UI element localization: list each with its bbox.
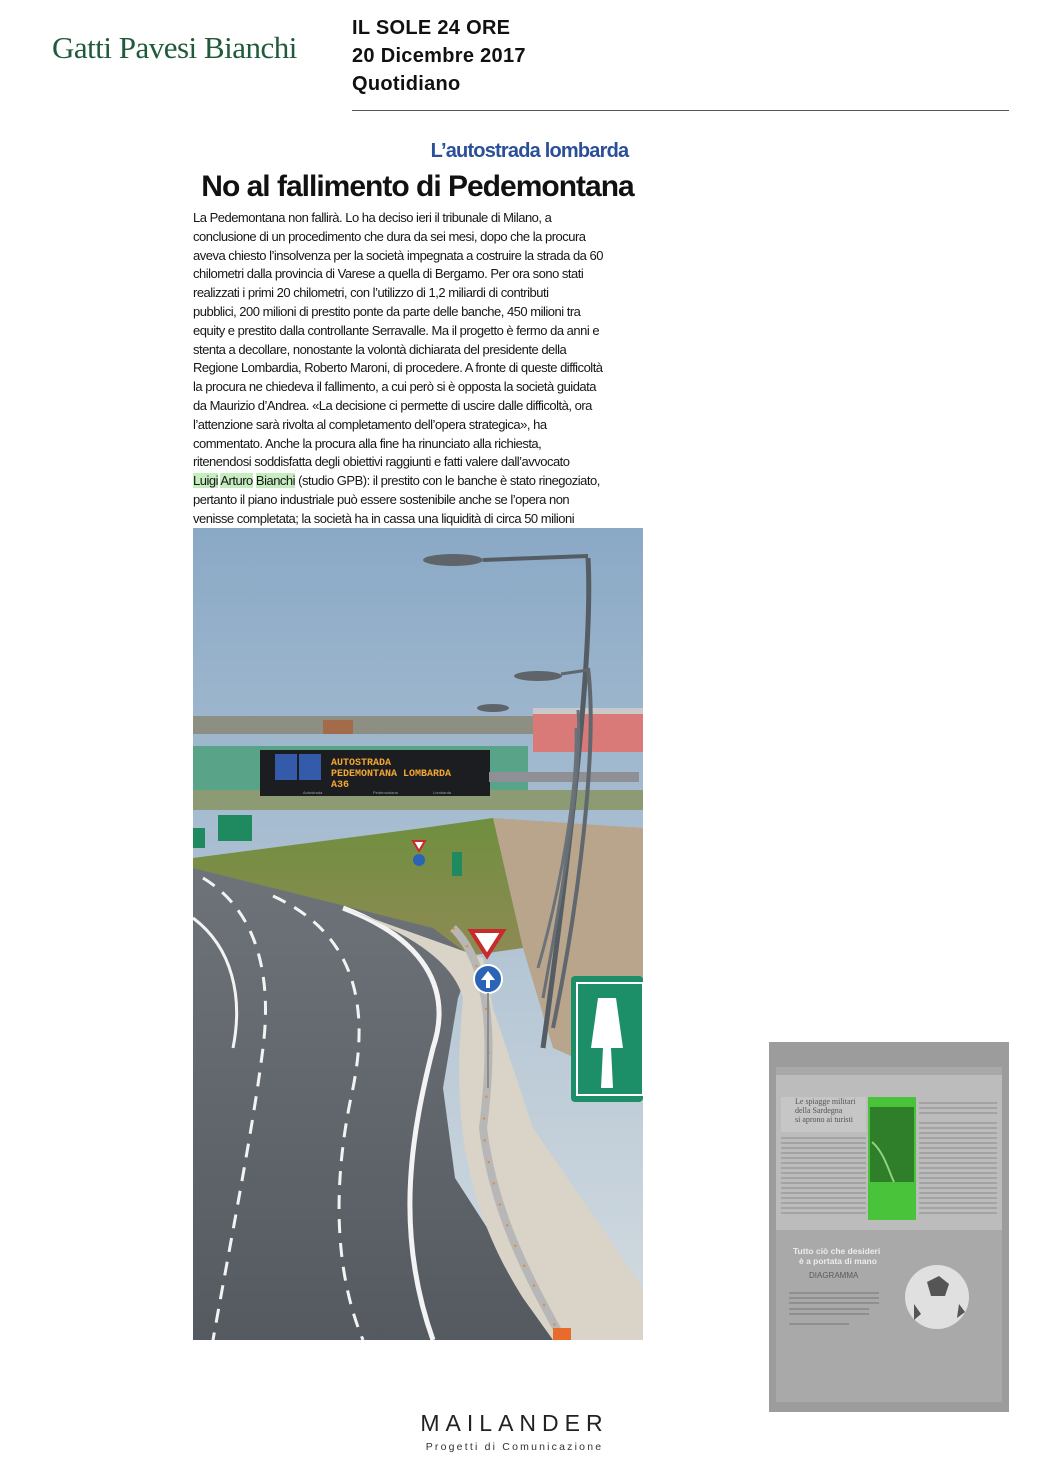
highlighted-name-last: Bianchi (255, 473, 296, 489)
highlighted-name-first: Luigi (193, 473, 218, 489)
body-line: conclusione di un procedimento che dura da sei mesi, dopo che la procura (193, 228, 586, 244)
thumb-ad-brand: DIAGRAMMA (809, 1271, 859, 1280)
thumb-ad-line-2: è a portata di mano (799, 1256, 877, 1266)
article-title: No al fallimento di Pedemontana (201, 170, 634, 203)
publication-type: Quotidiano (352, 73, 461, 95)
body-line: pertanto il piano industriale può essere sostenibile anche se l’opera non (193, 491, 570, 507)
body-line-highlight (193, 472, 643, 491)
body-line: l’attenzione sarà rivolta al completamento dell’opera strategica», ha (193, 416, 547, 432)
thumb-ad-line-1: Tutto ciò che desideri (793, 1246, 881, 1256)
highway-photo (193, 528, 643, 1340)
body-line: stenta a decollare, nonostante la volontà dichiarata del presidente della (193, 341, 567, 357)
body-line: commentato. Anche la procura alla fine ha rinunciato alla richiesta, (193, 435, 542, 451)
thumb-headline-3: si aprono ai turisti (795, 1115, 853, 1124)
body-line: da Maurizio d’Andrea. «La decisione ci permette di uscire dalle difficoltà, ora (193, 397, 592, 413)
body-line: venisse completata; la società ha in cassa una liquidità di circa 50 milioni (193, 510, 575, 526)
body-line: realizzati i primi 20 chilometri, con l’utilizzo di 1,2 miliardi di contributi (193, 285, 549, 301)
highlighted-name-middle: Arturo (220, 473, 253, 489)
article-kicker-wrap (0, 140, 1059, 163)
article-body (193, 209, 643, 529)
sign-line-2: PEDEMONTANA LOMBARDA (331, 769, 452, 780)
mailander-brand (0, 1410, 1059, 1453)
firm-logo: Gatti Pavesi Bianchi (52, 30, 297, 65)
newspaper-page-thumbnail (769, 1042, 1009, 1412)
sign-line-1: AUTOSTRADA (331, 758, 392, 769)
sign-caption-left: Autostrada (303, 790, 323, 795)
sign-line-3: A36 (331, 780, 350, 791)
publication-date: 20 Dicembre 2017 (352, 45, 526, 67)
body-line: pubblici, 200 milioni di prestito ponte da parte delle banche, 450 milioni tra (193, 303, 581, 319)
body-line-rest: (studio GPB): il prestito con le banche è stato rinegoziato, (295, 473, 600, 489)
brand-name: MAILANDER (420, 1410, 609, 1436)
body-line: equity e prestito dalla controllante Serravalle. Ma il progetto è fermo da anni e (193, 322, 600, 338)
thumb-headline-1: Le spiagge militari (795, 1097, 856, 1106)
article-kicker: L’autostrada lombarda (430, 140, 629, 162)
brand-tagline: Progetti di Comunicazione (425, 1441, 604, 1453)
source-info (352, 14, 526, 98)
body-line: ritenendosi soddisfatta degli obiettivi raggiunti e fatti valere dall’avvocato (193, 454, 570, 470)
body-line: aveva chiesto l’insolvenza per la società impegnata a costruire la strada da 60 (193, 247, 603, 263)
body-line: la procura ne chiedeva il fallimento, a cui però si è opposta la società guidata (193, 379, 596, 395)
sign-caption-mid: Pedemontana (373, 790, 398, 795)
body-line: La Pedemontana non fallirà. Lo ha deciso ieri il tribunale di Milano, a (193, 210, 552, 225)
body-line: chilometri dalla provincia di Varese a quella di Bergamo. Per ora sono stati (193, 266, 584, 282)
body-line: Regione Lombardia, Roberto Maroni, di procedere. A fronte di queste difficoltà (193, 360, 603, 376)
sign-caption-right: Lombarda (433, 790, 452, 795)
header-divider (352, 110, 1009, 111)
newspaper-name: IL SOLE 24 ORE (352, 17, 511, 39)
thumb-headline-2: della Sardegna (795, 1106, 843, 1115)
